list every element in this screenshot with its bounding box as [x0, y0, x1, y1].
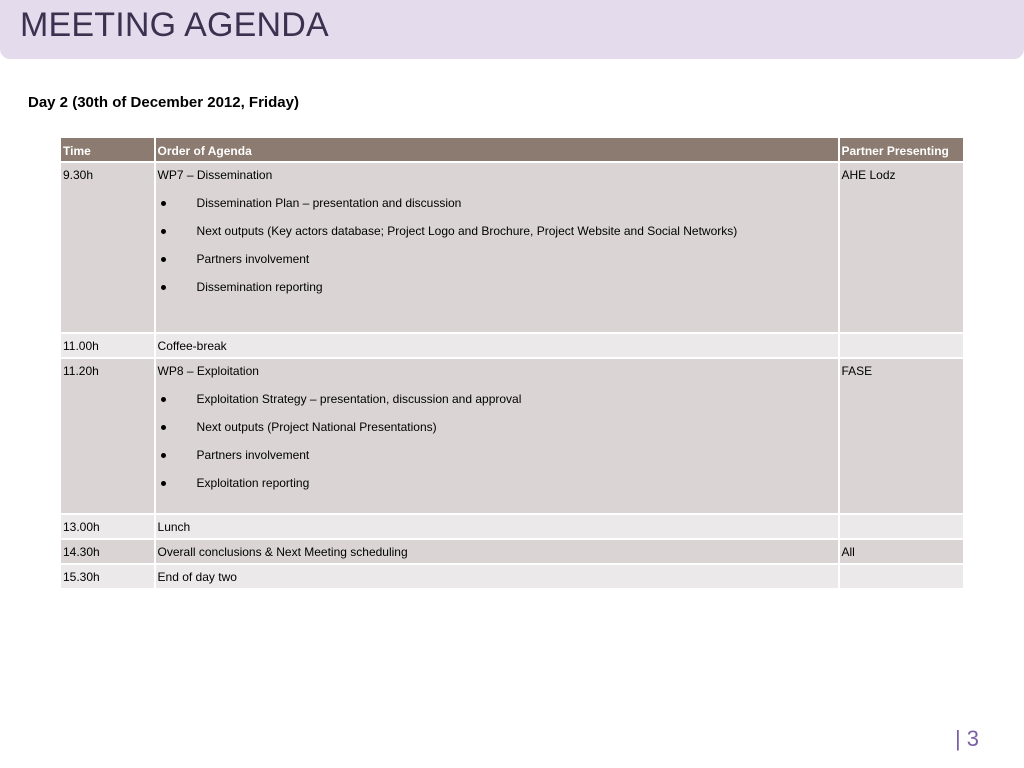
bullet-icon — [161, 257, 166, 262]
agenda-item-title: WP8 – Exploitation — [157, 364, 259, 378]
bullet-text: Partners involvement — [196, 448, 310, 462]
list-item — [158, 224, 836, 238]
bullet-text: Dissemination Plan – presentation and discussion — [196, 196, 462, 210]
agenda-table — [59, 136, 965, 590]
title-bar — [0, 0, 1024, 59]
table-row — [61, 565, 963, 588]
list-item — [158, 252, 836, 266]
bullet-text: Next outputs (Project National Presentations) — [196, 420, 437, 434]
bullet-icon — [161, 425, 166, 430]
list-item — [158, 392, 836, 406]
time-cell: 9.30h — [61, 163, 154, 332]
table-row — [61, 540, 963, 563]
bullet-icon — [161, 453, 166, 458]
time-cell: 15.30h — [61, 565, 154, 588]
partner-cell: AHE Lodz — [840, 163, 964, 332]
agenda-cell — [156, 359, 838, 513]
agenda-cell: Overall conclusions & Next Meeting scheduling — [156, 540, 838, 563]
table-row — [61, 359, 963, 513]
list-item — [158, 448, 836, 462]
bullet-icon — [161, 229, 166, 234]
partner-cell: FASE — [840, 359, 964, 513]
time-cell: 11.00h — [61, 334, 154, 357]
agenda-cell: Lunch — [156, 515, 838, 538]
page-title: MEETING AGENDA — [20, 6, 329, 44]
list-item — [158, 280, 836, 294]
agenda-cell: End of day two — [156, 565, 838, 588]
table-row — [61, 515, 963, 538]
bullet-text: Next outputs (Key actors database; Project Logo and Brochure, Project Website and Social Networks) — [196, 224, 738, 238]
header-time: Time — [61, 138, 154, 161]
partner-cell — [840, 515, 964, 538]
partner-cell — [840, 334, 964, 357]
bullet-icon — [161, 481, 166, 486]
time-cell: 11.20h — [61, 359, 154, 513]
table-row — [61, 334, 963, 357]
bullet-list — [158, 392, 836, 490]
bullet-text: Exploitation Strategy – presentation, discussion and approval — [196, 392, 522, 406]
header-partner-presenting: Partner Presenting — [840, 138, 964, 161]
table-row — [61, 163, 963, 332]
agenda-cell — [156, 163, 838, 332]
bullet-icon — [161, 397, 166, 402]
page-number: | 3 — [954, 726, 979, 751]
partner-cell — [840, 565, 964, 588]
time-cell: 14.30h — [61, 540, 154, 563]
bullet-icon — [161, 201, 166, 206]
partner-cell: All — [840, 540, 964, 563]
bullet-list — [158, 196, 836, 294]
list-item — [158, 420, 836, 434]
day-subtitle: Day 2 (30th of December 2012, Friday) — [28, 94, 299, 111]
bullet-icon — [161, 285, 166, 290]
table-header-row — [61, 138, 963, 161]
bullet-text: Dissemination reporting — [196, 280, 323, 294]
agenda-cell: Coffee-break — [156, 334, 838, 357]
time-cell: 13.00h — [61, 515, 154, 538]
list-item — [158, 196, 836, 210]
bullet-text: Partners involvement — [196, 252, 310, 266]
bullet-text: Exploitation reporting — [196, 476, 310, 490]
list-item — [158, 476, 836, 490]
header-order-of-agenda: Order of Agenda — [156, 138, 838, 161]
agenda-item-title: WP7 – Dissemination — [157, 168, 273, 182]
